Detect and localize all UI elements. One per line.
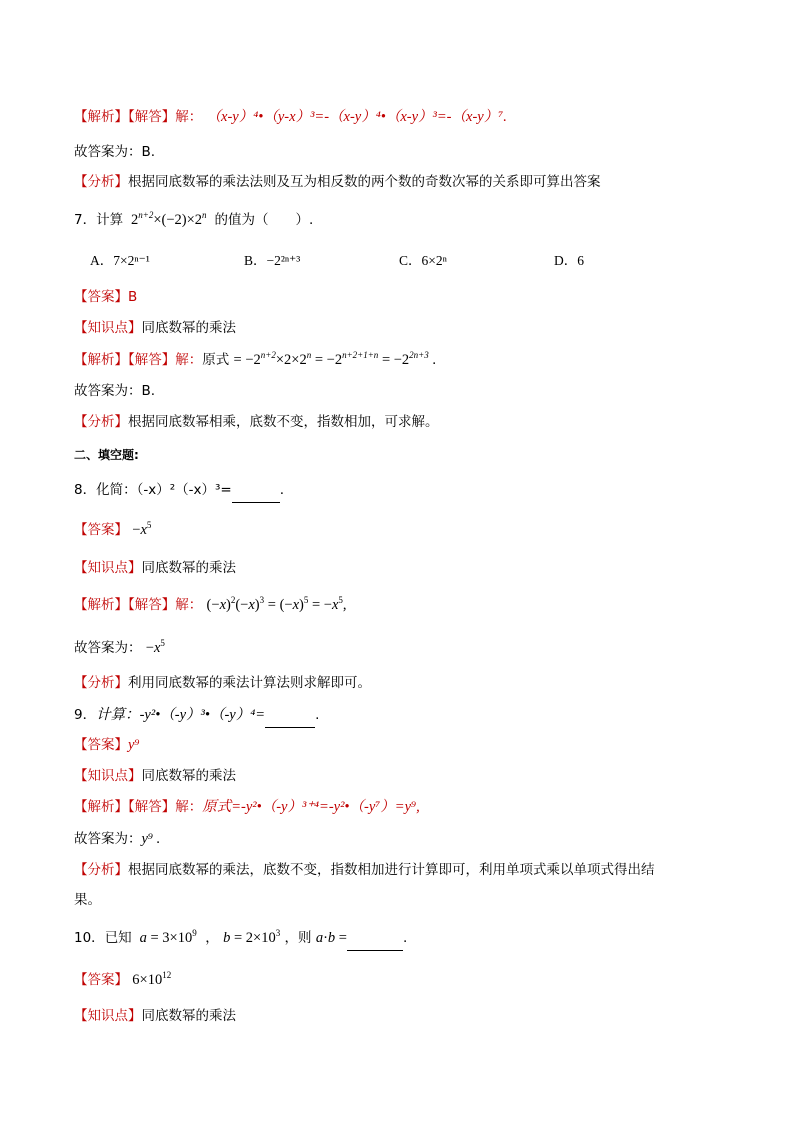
- q9-solution-tag: 【解析】【解答】解：: [74, 799, 203, 815]
- q8-blank: [232, 482, 280, 503]
- q8-knowledge-tag: 【知识点】: [74, 560, 142, 576]
- q7-solution-math: = $-2^{n+2}\times 2\times 2^n = -2^{n+2+1+n} = -2^{2n+3}$ .: [233, 350, 436, 368]
- section-title: 二、填空题:: [74, 448, 139, 462]
- q7-option-b: [244, 251, 300, 271]
- q7-option-d-label: D．: [554, 253, 578, 268]
- q7-analysis-text: 根据同底数幂相乘，底数不变，指数相加，可求解。: [128, 414, 439, 430]
- q9-blank: [265, 707, 315, 728]
- q6-solution-tag: 【解析】【解答】解：: [74, 109, 203, 125]
- q9-analysis-line-2: 果。: [74, 892, 101, 908]
- q7-knowledge-tag: 【知识点】: [74, 320, 142, 336]
- q7-conclusion-prefix: 故答案为：: [74, 383, 142, 399]
- q6-conclusion-prefix: 故答案为：: [74, 144, 142, 160]
- q6-analysis-text: 根据同底数幂的乘法法则及互为相反数的两个数的奇数次幂的关系即可算出答案: [128, 174, 601, 190]
- q9-answer-line: [74, 735, 139, 755]
- q8-analysis-tag: 【分析】: [74, 675, 128, 691]
- q7-solution-line: [74, 350, 436, 370]
- q7-option-a-label: A．: [90, 253, 114, 268]
- q7-answer-tag: 【答案】: [74, 289, 128, 305]
- q7-number: 7．: [74, 212, 97, 228]
- q8-answer-math: $-x^5$: [132, 520, 152, 538]
- q10-knowledge-text: 同底数幂的乘法: [141, 1008, 236, 1024]
- q9-conclusion-line: [74, 829, 160, 849]
- q7-knowledge-line: [74, 318, 236, 338]
- q8-analysis-line: [74, 673, 371, 693]
- q9-knowledge-tag: 【知识点】: [74, 768, 142, 784]
- q7-stem-prefix: 计算: [96, 212, 124, 228]
- q9-analysis-line-1: [74, 860, 655, 880]
- q10-given-a: $a = 3\times 10^9$: [139, 928, 197, 946]
- q8-conclusion-line: [74, 638, 165, 658]
- q8-conclusion-math: $-x^5$: [145, 638, 165, 656]
- q7-solution-lead: 原式: [202, 352, 230, 368]
- q7-option-c-text: 6×2ⁿ: [421, 253, 447, 268]
- q8-answer-line: [74, 520, 151, 540]
- q7-answer-line: [74, 287, 137, 307]
- q7-conclusion-line: [74, 381, 155, 401]
- q7-option-d-text: 6: [577, 253, 584, 268]
- q9-stem-text: 计算：-y²•（-y）³•（-y）⁴=: [96, 707, 266, 723]
- q10-product: a·b =: [315, 930, 347, 946]
- q9-knowledge-line: [74, 766, 236, 786]
- q8-analysis-text: 利用同底数幂的乘法计算法则求解即可。: [128, 675, 371, 691]
- q8-stem: 8．化简：（-x）²（-x）³= .: [74, 480, 284, 503]
- q6-conclusion-value: B.: [141, 144, 156, 160]
- q7-option-c: [399, 251, 447, 271]
- q9-answer-tag: 【答案】: [74, 737, 128, 753]
- q7-option-a-text: 7×2ⁿ⁻¹: [113, 253, 150, 268]
- q7-option-c-label: C．: [399, 253, 422, 268]
- q6-solution-line: [74, 107, 507, 127]
- q7-analysis-line: [74, 412, 439, 432]
- q9-solution-text: 原式=-y²•（-y）³⁺⁴=-y²•（-y⁷）=y⁹,: [202, 799, 420, 815]
- q7-conclusion-value: B.: [141, 383, 156, 399]
- q8-stem-text: 化简：（-x）²（-x）³=: [96, 482, 232, 498]
- q9-number: 9．: [74, 707, 97, 723]
- q8-knowledge-line: [74, 558, 236, 578]
- q10-given-b: $b = 2\times 10^3$: [223, 928, 281, 946]
- q6-analysis-tag: 【分析】: [74, 174, 128, 190]
- q9-conclusion-prefix: 故答案为：: [74, 831, 142, 847]
- q8-solution-line: [74, 595, 347, 615]
- q7-option-b-text: −2²ⁿ⁺³: [266, 253, 301, 268]
- q6-conclusion-line: [74, 142, 155, 162]
- q7-option-d: [554, 251, 584, 271]
- q9-stem: 9．计算：-y²•（-y）³•（-y）⁴= .: [74, 705, 319, 728]
- q10-answer-math: $6\times 10^{12}$: [132, 970, 172, 988]
- q7-analysis-tag: 【分析】: [74, 414, 128, 430]
- q9-conclusion-value: y⁹ .: [141, 831, 161, 847]
- q10-answer-line: [74, 970, 171, 990]
- q8-solution-math: $(-x)^2(-x)^3 = (-x)^5 = -x^5$,: [206, 595, 347, 613]
- q8-conclusion-prefix: 故答案为：: [74, 640, 142, 656]
- q9-answer-value: y⁹: [128, 737, 140, 753]
- q10-blank: [347, 930, 403, 951]
- q7-expression: $2^{n+2}\times(-2)\times 2^n$: [127, 210, 207, 228]
- q10-number: 10．: [74, 930, 105, 946]
- q10-answer-tag: 【答案】: [74, 972, 128, 988]
- q7-option-b-label: B．: [244, 253, 267, 268]
- q9-analysis-text-1: 根据同底数幂的乘法，底数不变，指数相加进行计算即可，利用单项式乘以单项式得出结: [128, 862, 655, 878]
- q10-knowledge-line: [74, 1006, 236, 1026]
- q6-analysis-line: [74, 172, 601, 192]
- q7-stem-suffix: 的值为（ ）.: [214, 212, 314, 228]
- q8-answer-tag: 【答案】: [74, 522, 128, 538]
- q7-knowledge-text: 同底数幂的乘法: [141, 320, 236, 336]
- q9-analysis-tag: 【分析】: [74, 862, 128, 878]
- q10-then: ，则: [284, 930, 312, 946]
- q8-number: 8．: [74, 482, 97, 498]
- q9-knowledge-text: 同底数幂的乘法: [141, 768, 236, 784]
- q7-stem: [74, 210, 313, 230]
- q7-option-a: [90, 251, 150, 271]
- q8-solution-tag: 【解析】【解答】解：: [74, 597, 203, 613]
- q10-knowledge-tag: 【知识点】: [74, 1008, 142, 1024]
- q7-solution-tag: 【解析】【解答】解：: [74, 352, 203, 368]
- q10-stem: 10．已知 $a = 3\times 10^9$ ， $b = 2\times 10^3$ ，则 a·b = .: [74, 928, 407, 951]
- q7-answer-value: B: [128, 289, 138, 305]
- q6-solution-text: （x-y）⁴•（y-x）³=-（x-y）⁴•（x-y）³=-（x-y）⁷.: [206, 109, 507, 125]
- q8-knowledge-text: 同底数幂的乘法: [141, 560, 236, 576]
- q9-solution-line: [74, 797, 420, 817]
- q10-stem-prefix: 已知: [104, 930, 132, 946]
